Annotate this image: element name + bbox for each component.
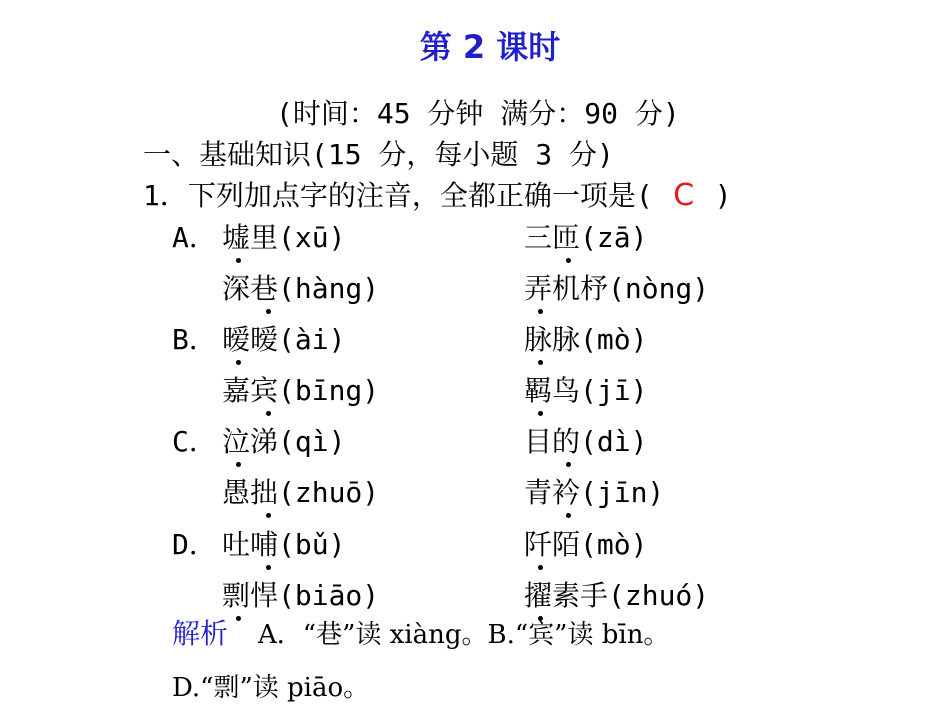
option-b-word-2: 脉脉(mò): [524, 323, 648, 356]
option-b-word-1: 暧暧(ài): [222, 323, 346, 356]
answer-mark: C: [673, 178, 695, 213]
option-d-word-3: 剽悍(biāo): [222, 579, 380, 612]
analysis-tag: 解析: [172, 617, 229, 650]
question-stem: [143, 178, 732, 214]
option-a-word-4: 弄机杼(nòng): [524, 272, 710, 305]
question-close: ): [714, 179, 732, 212]
option-c-word-1: 泣涕(qì): [222, 425, 346, 458]
option-c-label: C．: [172, 425, 217, 458]
emphasis-dot: [266, 309, 271, 314]
time-info: (时间：45 分钟 满分：90 分): [276, 97, 680, 130]
option-b-word-4: 羁鸟(jī): [524, 374, 648, 407]
analysis-text-1: A．“巷”读 xiàng。B.“宾”读 bīn。: [258, 620, 670, 650]
emphasis-dot: [236, 462, 241, 467]
emphasis-dot: [566, 258, 571, 263]
question-text: 1．下列加点字的注音，全都正确一项是(: [143, 179, 653, 212]
option-c-word-3: 愚拙(zhuō): [222, 476, 380, 509]
option-d-word-4: 擢素手(zhuó): [524, 579, 710, 612]
option-d-word-2: 阡陌(mò): [524, 528, 648, 561]
emphasis-dot: [266, 513, 271, 518]
analysis-line-1: [172, 616, 669, 653]
emphasis-dot: [538, 360, 543, 365]
option-c-word-2: 目的(dì): [524, 425, 648, 458]
emphasis-dot: [236, 360, 241, 365]
option-a-word-3: 深巷(hàng): [222, 272, 380, 305]
emphasis-dot: [566, 462, 571, 467]
option-c-word-4: 青衿(jīn): [524, 476, 665, 509]
emphasis-dot: [566, 513, 571, 518]
option-a-word-1: 墟里(xū): [222, 221, 346, 254]
analysis-line-2: D.“剽”读 piāo。: [172, 673, 370, 703]
option-a-label: A．: [172, 221, 217, 254]
section-heading: 一、基础知识(15 分，每小题 3 分): [143, 138, 614, 171]
emphasis-dot: [538, 411, 543, 416]
emphasis-dot: [236, 258, 241, 263]
option-d-word-1: 吐哺(bǔ): [222, 528, 346, 561]
option-a-word-2: 三匝(zā): [524, 221, 648, 254]
option-b-word-3: 嘉宾(bīng): [222, 374, 380, 407]
option-b-label: B．: [172, 323, 217, 356]
emphasis-dot: [266, 565, 271, 570]
emphasis-dot: [266, 411, 271, 416]
option-d-label: D．: [172, 528, 217, 561]
page-title: 第 2 课时: [419, 28, 561, 66]
emphasis-dot: [538, 565, 543, 570]
emphasis-dot: [538, 309, 543, 314]
